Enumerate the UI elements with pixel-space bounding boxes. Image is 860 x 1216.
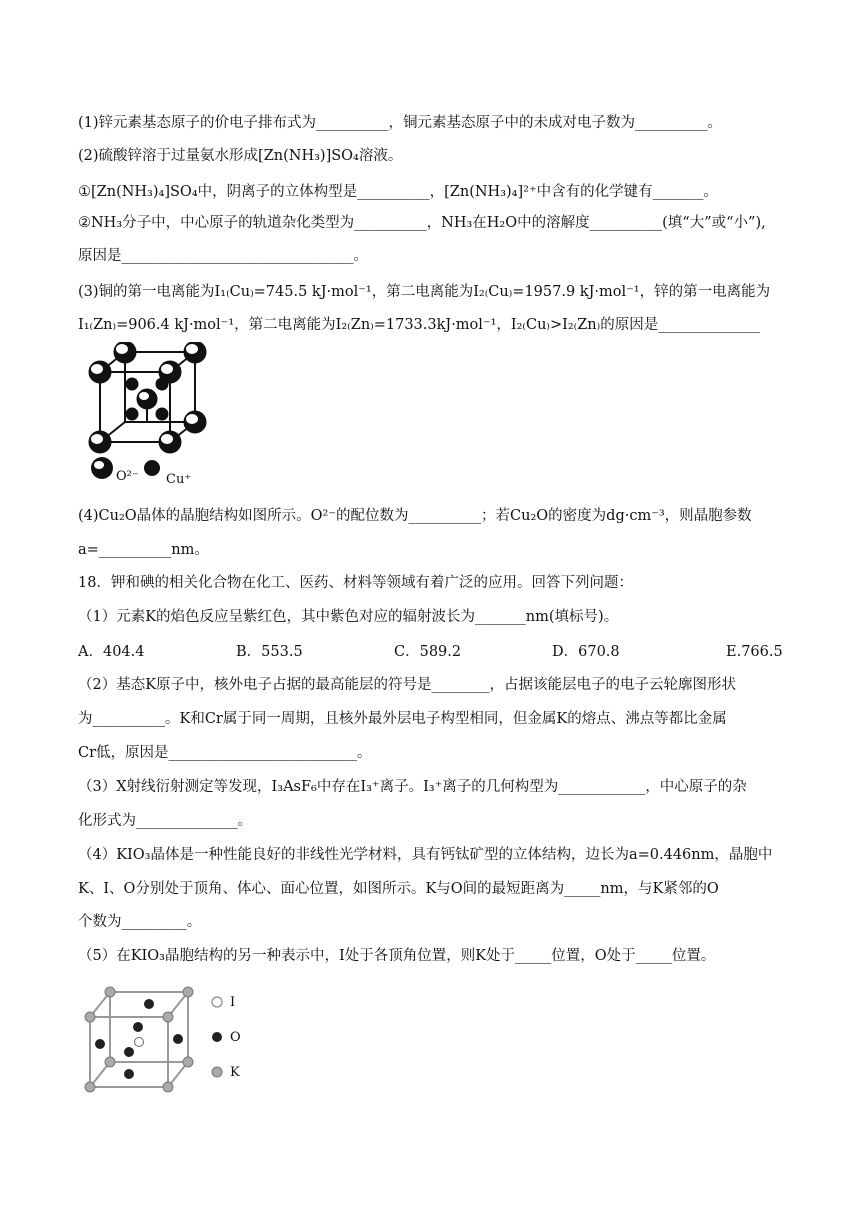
- q18-part4-line2: K、I、O分别处于顶角、体心、面心位置，如图所示。K与O间的最短距离为_____nm，与K紧邻的O: [78, 881, 719, 897]
- q18-part2-line1: （2）基态K原子中，核外电子占据的最高能层的符号是________，占据该能层电子的电子云轮廓图形状: [78, 677, 737, 693]
- q17-part2: (2)硫酸锌溶于过量氨水形成[Zn(NH₃)]SO₄溶液。: [78, 148, 403, 164]
- option-e: E.766.5: [726, 644, 783, 660]
- fig1-legend-o: O²⁻: [116, 469, 139, 484]
- cu2o-cell-figure: [80, 342, 210, 492]
- fig2-legend-i: I: [230, 995, 236, 1010]
- q18-part5: （5）在KIO₃晶胞结构的另一种表示中，I处于各顶角位置，则K处于_____位置，O处于_____位置。: [78, 948, 716, 964]
- q17-part4-line1: (4)Cu₂O晶体的晶胞结构如图所示。O²⁻的配位数为__________；若Cu₂O的密度为dg·cm⁻³，则晶胞参数: [78, 508, 752, 524]
- q17-part3-line2: I₁₍Zn₎=906.4 kJ·mol⁻¹，第二电离能为I₂₍Zn₎=1733.3kJ·mol⁻¹，I₂₍Cu₎>I₂₍Zn₎的原因是______________: [78, 317, 760, 333]
- q18-part1: （1）元素K的焰色反应呈紫红色，其中紫色对应的辐射波长为_______nm(填标号)。: [78, 609, 619, 625]
- q17-part1: (1)锌元素基态原子的价电子排布式为__________，铜元素基态原子中的未成对电子数为__________。: [78, 115, 723, 131]
- q18-part2-line2: 为__________。K和Cr属于同一周期，且核外最外层电子构型相同，但金属K的熔点、沸点等都比金属: [78, 711, 727, 727]
- q17-part2-reason: 原因是________________________________。: [78, 248, 368, 264]
- kio3-cell-figure: [80, 982, 260, 1102]
- fig2-legend-k: K: [230, 1065, 240, 1080]
- fig1-legend-cu: Cu⁺: [166, 472, 192, 487]
- q18-part2-line3: Cr低，原因是__________________________。: [78, 745, 372, 761]
- fig2-legend-o: O: [230, 1030, 241, 1045]
- q18-part4-line3: 个数为_________。: [78, 914, 202, 930]
- q18-part3-line2: 化形式为______________。: [78, 813, 252, 829]
- q18-part3-line1: （3）X射线衍射测定等发现，I₃AsF₆中存在I₃⁺离子。I₃⁺离子的几何构型为____________，中心原子的杂: [78, 779, 747, 795]
- option-c: C．589.2: [394, 644, 462, 660]
- q17-part2-sub1: ①[Zn(NH₃)₄]SO₄中，阴离子的立体构型是__________，[Zn(NH₃)₄]²⁺中含有的化学键有_______。: [78, 184, 718, 200]
- q17-part4-line2: a=__________nm。: [78, 542, 209, 558]
- q18-stem: 18．钾和碘的相关化合物在化工、医药、材料等领域有着广泛的应用。回答下列问题：: [78, 575, 633, 591]
- option-a: A．404.4: [78, 644, 145, 660]
- option-d: D．670.8: [552, 644, 620, 660]
- q18-part4-line1: （4）KIO₃晶体是一种性能良好的非线性光学材料，具有钙钛矿型的立体结构，边长为a=0.446nm，晶胞中: [78, 847, 773, 863]
- option-b: B．553.5: [236, 644, 303, 660]
- q17-part3-line1: (3)铜的第一电离能为I₁₍Cu₎=745.5 kJ·mol⁻¹，第二电离能为I₂₍Cu₎=1957.9 kJ·mol⁻¹，锌的第一电离能为: [78, 284, 771, 300]
- q17-part2-sub2: ②NH₃分子中，中心原子的轨道杂化类型为__________，NH₃在H₂O中的溶解度__________(填“大”或“小”),: [78, 215, 766, 231]
